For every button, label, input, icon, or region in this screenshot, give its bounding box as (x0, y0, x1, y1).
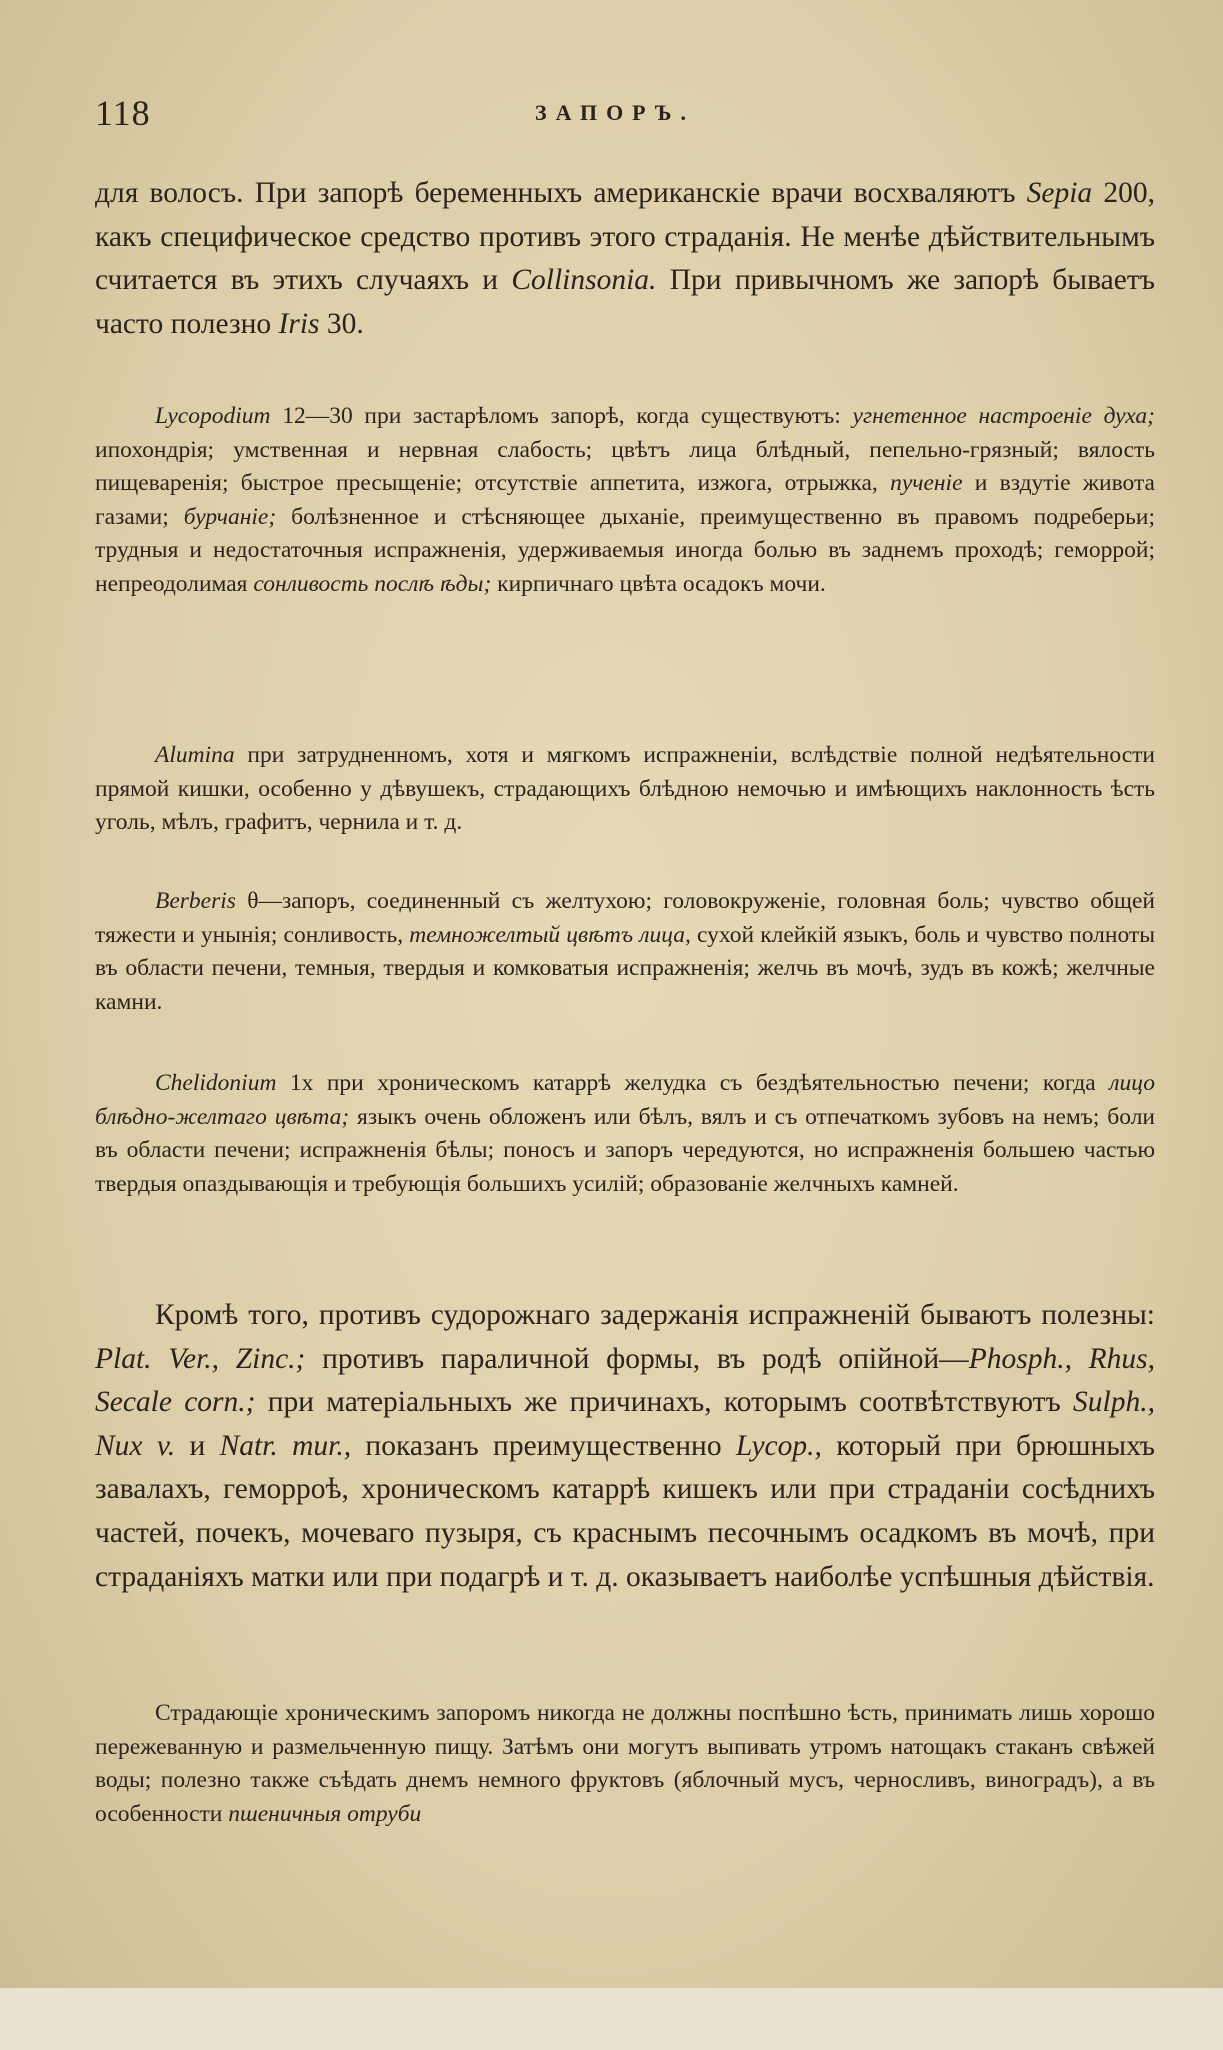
paragraph-alumina: Alumina при затрудненномъ, хотя и мягкомъ испражненіи, вслѣдствіе полной недѣятельности прямой кишки, особенно у дѣвушекъ, страдающихъ блѣдною немочью и имѣющихъ наклонность ѣсть уголь, мѣлъ, графитъ, чернила и т. д. (95, 742, 1155, 835)
page-header (95, 92, 1155, 142)
paragraph-sepia: для волосъ. При запорѣ беременныхъ американскіе врачи восхваляютъ Sepia 200, какъ специфическое средство противъ этого страданія. Не менѣе дѣйствительнымъ считается въ этихъ случаяхъ и Collinsonia. При привычномъ же запорѣ бываетъ часто полезно Iris 30. (95, 177, 1155, 340)
paragraph-advice: Страдающіе хроническимъ запоромъ никогда не должны поспѣшно ѣсть, принимать лишь хорошо пережеванную и размельченную пищу. Затѣмъ они могутъ выпивать утромъ натощакъ стаканъ свѣжей воды; полезно также съѣдать днемъ немного фруктовъ (яблочный мусъ, черносливъ, виноградъ), а въ особенности пшеничныя отруби (95, 1700, 1155, 1827)
paragraph-lycopodium: Lycopodium 12—30 при застарѣломъ запорѣ, когда существуютъ: угнетенное настроеніе духа; ипохондрія; умственная и нервная слабость; цвѣтъ лица блѣдный, пепельно-грязный; вялость пищеваренія; быстрое пресыщеніе; отсутствіе аппетита, изжога, отрыжка, пученіе и вздутіе живота газами; бурчаніе; болѣзненное и стѣсняющее дыханіе, преимущественно въ правомъ подреберьи; трудныя и недостаточныя испражненія, удерживаемыя иногда болью въ заднемъ проходѣ; геморрой; непреодолимая сонливость послѣ ѣды; кирпичнаго цвѣта осадокъ мочи. (95, 403, 1156, 597)
paragraph-chelidonium: Chelidonium 1x при хроническомъ катаррѣ желудка съ бездѣятельностью печени; когда лицо блѣдно-желтаго цвѣта; языкъ очень обложенъ или бѣлъ, вялъ и съ отпечаткомъ зубовъ на немъ; боли въ области печени; испражненія бѣлы; поносъ и запоръ чередуются, но испражненія большею частью твердыя опаздывающія и требующія большихъ усилій; образованіе желчныхъ камней. (95, 1070, 1155, 1197)
page-number: 118 (95, 93, 151, 133)
paragraph-krome: Кромѣ того, противъ судорожнаго задержанія испражненій бываютъ полезны: Plat. Ver., Zinc.; противъ параличной формы, въ родѣ опійной—Phosph., Rhus, Secale corn.; при матеріальныхъ же причинахъ, которымъ соотвѣтствуютъ Sulph., Nux v. и Natr. mur., показанъ преимущественно Lycop., который при брюшныхъ завалахъ, геморроѣ, хроническомъ катаррѣ кишекъ или при страданіи сосѣднихъ частей, почекъ, мочеваго пузыря, съ краснымъ песочнымъ осадкомъ въ мочѣ, при страданіяхъ матки или при подагрѣ и т. д. оказываетъ наиболѣе успѣшныя дѣйствія. (95, 1299, 1155, 1593)
paragraph-berberis: Berberis θ—запоръ, соединенный съ желтухою; головокруженіе, головная боль; чувство общей тяжести и унынія; сонливость, темножелтый цвѣтъ лица, сухой клейкій языкъ, боль и чувство полноты въ области печени, темныя, твердыя и комковатыя испражненія; желчь въ мочѣ, зудъ въ кожѣ; желчные камни. (95, 888, 1155, 1015)
page-bottom-margin (0, 1988, 1223, 2050)
running-head: ЗАПОРЪ. (535, 100, 695, 125)
